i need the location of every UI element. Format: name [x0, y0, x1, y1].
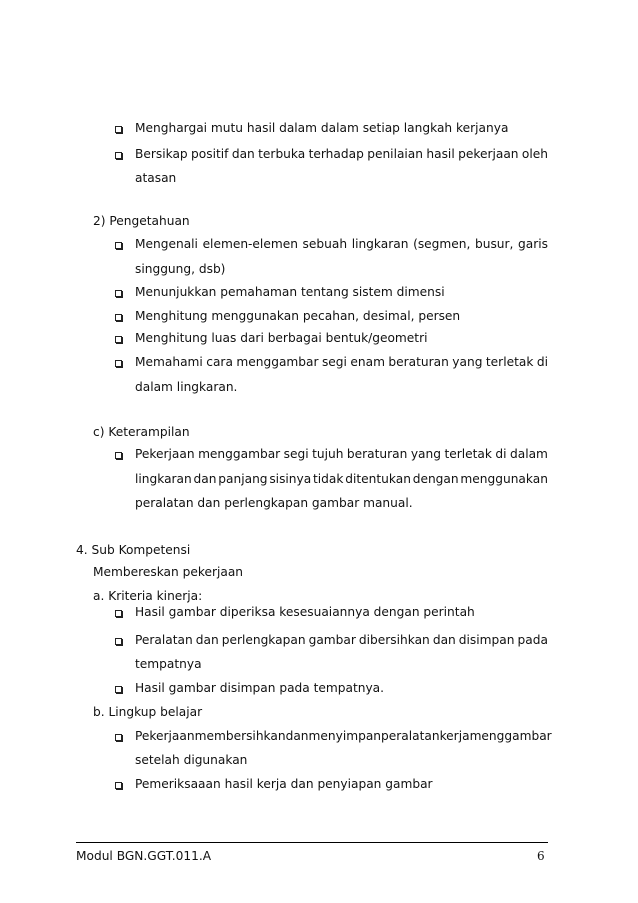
word: busur,	[475, 237, 514, 251]
word: lingkaran	[135, 472, 192, 486]
word: dan	[195, 633, 219, 647]
bullet-icon	[115, 782, 122, 789]
word: dengan	[412, 472, 459, 486]
word: positif	[191, 147, 229, 161]
bullet-text-justified	[135, 472, 548, 486]
word: dan	[432, 633, 456, 647]
word: garis	[518, 237, 548, 251]
section-heading: b. Lingkup belajar	[93, 705, 203, 719]
bullet-icon	[115, 686, 122, 693]
bullet-icon	[115, 360, 122, 367]
bullet-text: Menghitung menggunakan pecahan, desimal, persen	[135, 309, 461, 323]
word: beraturan	[388, 355, 449, 369]
bullet-icon	[115, 452, 122, 459]
word: peralatan	[381, 729, 440, 743]
word: sebuah	[302, 237, 348, 251]
word: menggunakan	[460, 472, 548, 486]
bullet-icon	[115, 126, 122, 133]
footer-page-number: 6	[537, 849, 545, 863]
word: enam	[350, 355, 385, 369]
bullet-text: Hasil gambar disimpan pada tempatnya.	[135, 681, 385, 695]
word: menggambar	[236, 355, 319, 369]
word: ditentukan	[345, 472, 411, 486]
bullet-text-justified	[135, 147, 548, 161]
word: Bersikap	[135, 147, 188, 161]
word: Pekerjaan	[135, 447, 195, 461]
word: oleh	[521, 147, 548, 161]
bullet-text-justified	[135, 237, 548, 251]
word: cara	[206, 355, 233, 369]
section-heading: a. Kriteria kinerja:	[93, 589, 203, 603]
word: gambar	[308, 633, 356, 647]
word: di	[495, 447, 507, 461]
word: dan	[285, 729, 309, 743]
word: menggambar	[198, 447, 281, 461]
word: beraturan	[346, 447, 408, 461]
word: (segmen,	[413, 237, 471, 251]
word: pekerjaan	[458, 147, 519, 161]
bullet-icon	[115, 336, 122, 343]
bullet-text-justified	[135, 447, 548, 461]
word: terletak	[485, 355, 534, 369]
bullet-text-justified	[135, 729, 552, 743]
bullet-icon	[115, 638, 122, 645]
bullet-text: dalam lingkaran.	[135, 380, 238, 394]
word: pada	[517, 633, 548, 647]
bullet-text: setelah digunakan	[135, 753, 248, 767]
bullet-text-justified	[135, 355, 548, 369]
word: dibersihkan	[358, 633, 430, 647]
word: panjang	[218, 472, 268, 486]
word: yang	[452, 355, 483, 369]
word: segi	[321, 355, 347, 369]
bullet-text: Pemeriksaaan hasil kerja dan penyiapan gambar	[135, 777, 433, 791]
bullet-text: tempatnya	[135, 657, 202, 671]
word: tidak	[313, 472, 344, 486]
word: penilaian	[367, 147, 423, 161]
section-heading: 2) Pengetahuan	[93, 214, 190, 228]
word: dan	[193, 472, 217, 486]
bullet-icon	[115, 290, 122, 297]
word: perlengkapan	[221, 633, 306, 647]
word: dan	[231, 147, 255, 161]
subsection-title: Membereskan pekerjaan	[93, 565, 244, 579]
word: kerja	[439, 729, 470, 743]
bullet-icon	[115, 610, 122, 617]
section-heading: 4. Sub Kompetensi	[76, 543, 191, 557]
bullet-text: atasan	[135, 171, 177, 185]
word: Memahami	[135, 355, 203, 369]
word: terletak	[444, 447, 492, 461]
bullet-icon	[115, 734, 122, 741]
bullet-text: Menghargai mutu hasil dalam dalam setiap langkah kerjanya	[135, 121, 509, 135]
word: segi	[283, 447, 309, 461]
word: lingkaran	[351, 237, 409, 251]
word: menggambar	[469, 729, 552, 743]
word: disimpan	[458, 633, 515, 647]
bullet-text: singgung, dsb)	[135, 262, 226, 276]
word: elemen-elemen	[202, 237, 298, 251]
bullet-icon	[115, 314, 122, 321]
word: hasil	[426, 147, 455, 161]
bullet-text: peralatan dan perlengkapan gambar manual.	[135, 496, 413, 510]
bullet-text-justified	[135, 633, 548, 647]
bullet-text: Hasil gambar diperiksa kesesuaiannya dengan perintah	[135, 605, 475, 619]
word: terhadap	[308, 147, 364, 161]
footer-module: Modul BGN.GGT.011.A	[76, 849, 212, 863]
word: di	[536, 355, 548, 369]
word: tujuh	[312, 447, 344, 461]
word: sisinya	[269, 472, 312, 486]
word: Peralatan	[135, 633, 193, 647]
bullet-text: Menghitung luas dari berbagai bentuk/geometri	[135, 331, 428, 345]
bullet-icon	[115, 152, 122, 159]
word: dalam	[509, 447, 548, 461]
section-heading: c) Keterampilan	[93, 425, 190, 439]
word: terbuka	[258, 147, 306, 161]
word: membersihkan	[194, 729, 286, 743]
footer-divider	[76, 842, 548, 843]
word: yang	[410, 447, 441, 461]
word: Pekerjaan	[135, 729, 195, 743]
word: menyimpan	[308, 729, 382, 743]
word: Mengenali	[135, 237, 198, 251]
bullet-icon	[115, 242, 122, 249]
bullet-text: Menunjukkan pemahaman tentang sistem dimensi	[135, 285, 445, 299]
